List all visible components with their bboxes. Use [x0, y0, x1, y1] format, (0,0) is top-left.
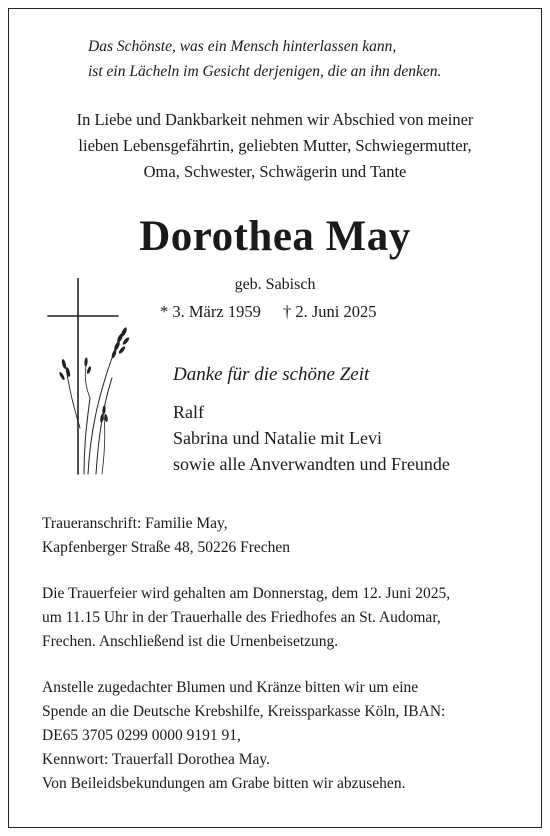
mourner-name: sowie alle Anverwandten und Freunde: [173, 454, 450, 474]
donation-line-3: DE65 3705 0299 0000 9191 91,: [42, 727, 241, 744]
address-line-2: Kapfenberger Straße 48, 50226 Frechen: [42, 539, 291, 556]
donation-info: [42, 676, 510, 772]
intro-text: [20, 107, 530, 185]
donation-line-2: Spende an die Deutsche Krebshilfe, Kreissparkasse Köln, IBAN:: [42, 703, 446, 720]
ceremony-line-1: Die Trauerfeier wird gehalten am Donnerstag, dem 12. Juni 2025,: [42, 585, 451, 602]
birth-name: geb. Sabisch: [234, 276, 316, 293]
mourning-address: [42, 512, 510, 560]
donation-line-4: Kennwort: Trauerfall Dorothea May.: [42, 751, 270, 768]
mourner-name: Sabrina und Natalie mit Levi: [173, 428, 382, 448]
ceremony-line-3: Frechen. Anschließend ist die Urnenbeisetzung.: [42, 633, 339, 650]
address-line-1: Traueranschrift: Familie May,: [42, 515, 228, 532]
donation-line-1: Anstelle zugedachter Blumen und Kränze bitten wir um eine: [42, 679, 419, 696]
intro-line-3: Oma, Schwester, Schwägerin und Tante: [143, 162, 407, 181]
thanks-line: Danke für die schöne Zeit: [173, 364, 370, 385]
life-dates: [160, 302, 394, 322]
ceremony-info: [42, 582, 510, 654]
quote-line-2: ist ein Lächeln im Gesicht derjenigen, die an ihn denken.: [88, 63, 442, 80]
ceremony-line-2: um 11.15 Uhr in der Trauerhalle des Friedhofes an St. Audomar,: [42, 609, 441, 626]
mourner-name: Ralf: [173, 402, 204, 422]
mourners-list: [173, 399, 450, 477]
intro-line-1: In Liebe und Dankbarkeit nehmen wir Abschied von meiner: [76, 110, 474, 129]
cross-with-wheat-icon: [40, 278, 140, 478]
death-date: † 2. Juni 2025: [282, 302, 377, 321]
closing-note: Von Beileidsbekundungen am Grabe bitten wir abzusehen.: [42, 775, 406, 792]
intro-line-2: lieben Lebensgefährtin, geliebten Mutter, Schwiegermutter,: [78, 136, 472, 155]
quote-line-1: Das Schönste, was ein Mensch hinterlassen kann,: [88, 38, 397, 55]
deceased-name: Dorothea May: [139, 213, 411, 260]
birth-date: * 3. März 1959: [160, 302, 261, 321]
